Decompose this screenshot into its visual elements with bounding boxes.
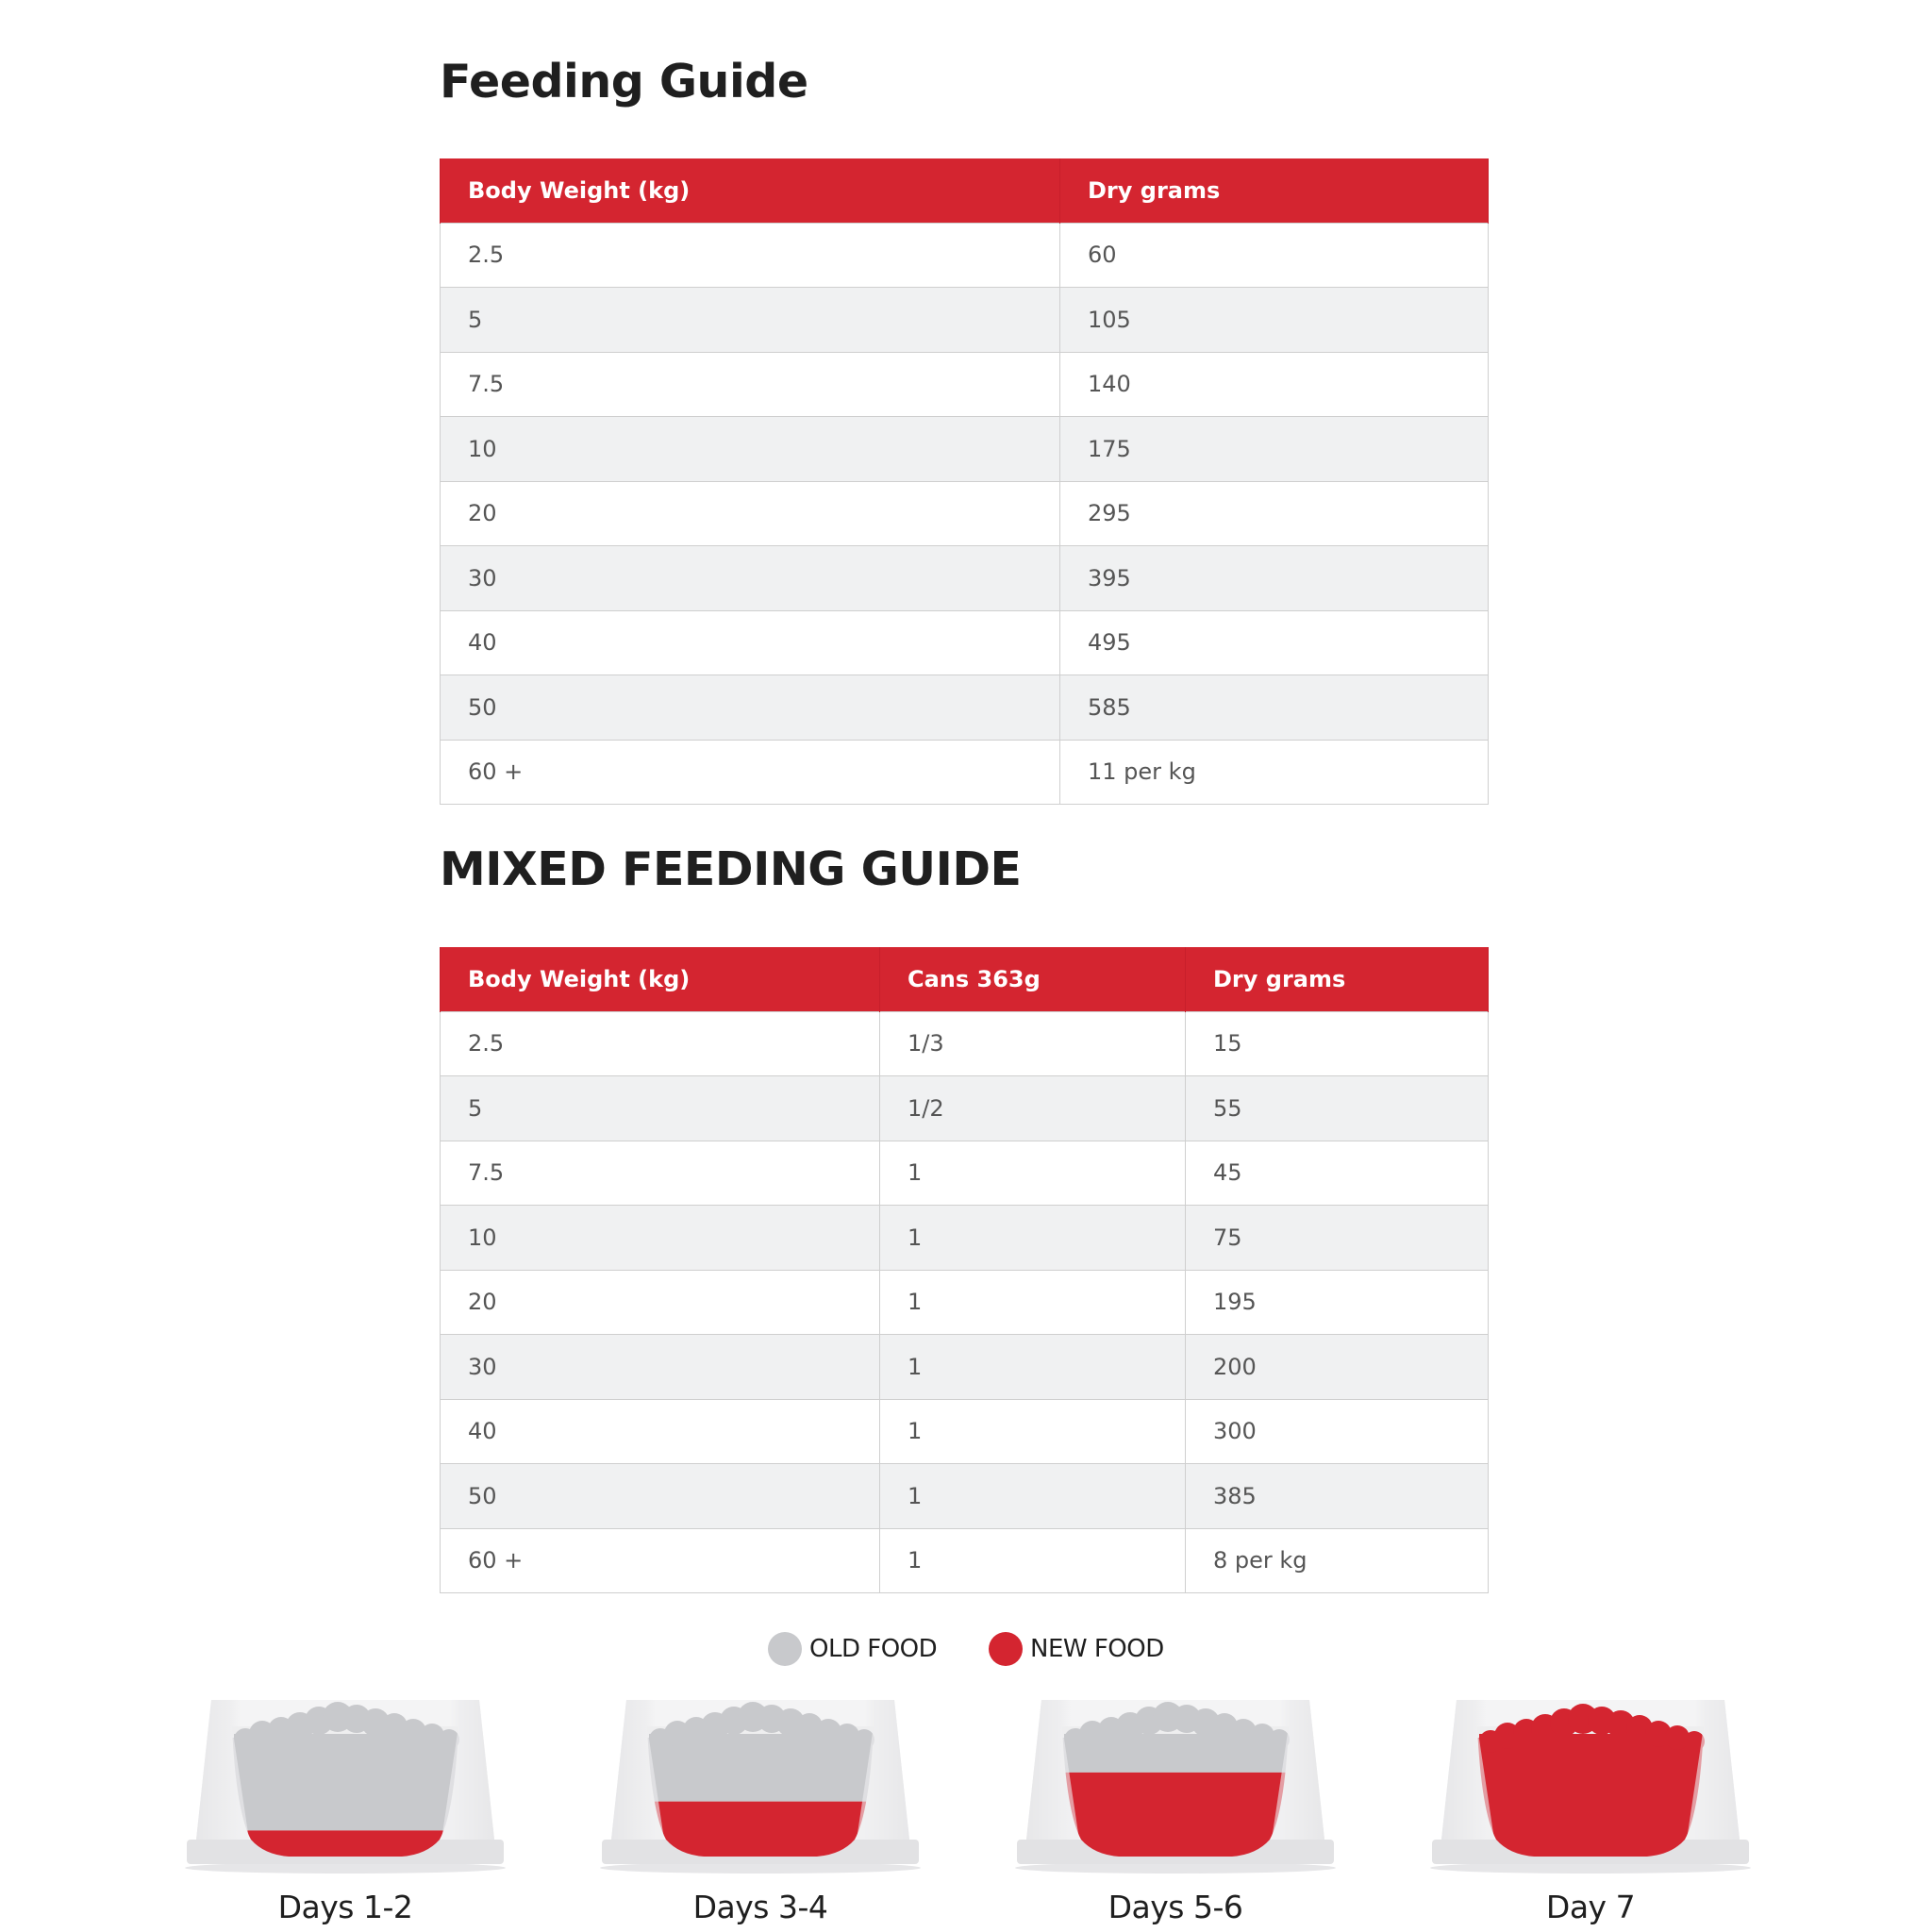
table-cell: 195 [1186,1270,1489,1335]
table-cell: 200 [1186,1335,1489,1400]
table-cell: 8 per kg [1186,1528,1489,1593]
table-row [441,1335,1489,1400]
bowl-1 [175,1689,515,1877]
table-cell: 1 [880,1335,1186,1400]
table-cell: 40 [441,1399,880,1464]
table-cell: 385 [1186,1464,1489,1529]
table-cell: 300 [1186,1399,1489,1464]
bowl-label: Days 1-2 [277,1889,413,1925]
bowl-3 [1006,1689,1345,1877]
table-cell: 105 [1060,288,1489,353]
bowl-label: Days 5-6 [1108,1889,1243,1925]
table-cell: 10 [441,417,1060,482]
bowl-label: Day 7 [1545,1889,1636,1925]
table-cell: 30 [441,546,1060,611]
old-food-swatch-icon [768,1632,802,1666]
table-cell: 5 [441,288,1060,353]
bowl-illustration-icon [591,1689,930,1877]
table-row [441,288,1489,353]
table-cell: 20 [441,1270,880,1335]
table-cell: 20 [441,481,1060,546]
column-header-cans: Cans 363g [880,947,1186,1011]
table-row [441,546,1489,611]
table-cell: 2.5 [441,223,1060,288]
table-cell: 585 [1060,675,1489,741]
mixed-feeding-guide-table [440,947,1489,1593]
legend-old-food-label: OLD FOOD [809,1635,938,1663]
table-cell: 60 [1060,223,1489,288]
table-cell: 55 [1186,1076,1489,1141]
table-row [441,1270,1489,1335]
table-row [441,1528,1489,1593]
table-row [441,1141,1489,1206]
feeding-guide-table [440,158,1489,805]
table-cell: 175 [1060,417,1489,482]
table-cell: 15 [1186,1011,1489,1076]
table-cell: 50 [441,1464,880,1529]
table-row [441,1011,1489,1076]
bowl-illustration-icon [1421,1689,1760,1877]
bowl-illustration-icon [175,1689,515,1877]
table-cell: 60 + [441,740,1060,805]
table-cell: 50 [441,675,1060,741]
table-cell: 5 [441,1076,880,1141]
table-cell: 1 [880,1206,1186,1271]
table-cell: 140 [1060,352,1489,417]
table-cell: 295 [1060,481,1489,546]
table-cell: 7.5 [441,1141,880,1206]
mixed-feeding-guide-title: MIXED FEEDING GUIDE [440,842,1022,896]
table-cell: 1 [880,1399,1186,1464]
table-cell: 1/3 [880,1011,1186,1076]
table-cell: 45 [1186,1141,1489,1206]
table-cell: 60 + [441,1528,880,1593]
table-cell: 1/2 [880,1076,1186,1141]
table-row [441,1206,1489,1271]
table-cell: 10 [441,1206,880,1271]
legend-new-food-label: NEW FOOD [1030,1635,1164,1663]
table-cell: 495 [1060,610,1489,675]
food-legend [0,1632,1932,1670]
column-header-dry-grams: Dry grams [1186,947,1489,1011]
column-header-body-weight: Body Weight (kg) [441,947,880,1011]
table-row [441,675,1489,741]
table-cell: 75 [1186,1206,1489,1271]
bowl-4 [1421,1689,1760,1877]
table-header-row [441,947,1489,1011]
old-food-layer [213,1738,477,1830]
bowl-2 [591,1689,930,1877]
bowl-illustration-icon [1006,1689,1345,1877]
table-cell: 395 [1060,546,1489,611]
table-row [441,223,1489,288]
table-cell: 30 [441,1335,880,1400]
table-row [441,740,1489,805]
table-cell: 1 [880,1464,1186,1529]
feeding-guide-title: Feeding Guide [440,55,808,108]
table-cell: 11 per kg [1060,740,1489,805]
table-header-row [441,158,1489,223]
table-cell: 2.5 [441,1011,880,1076]
table-cell: 1 [880,1141,1186,1206]
table-row [441,481,1489,546]
table-cell: 40 [441,610,1060,675]
table-row [441,417,1489,482]
table-cell: 1 [880,1270,1186,1335]
table-cell: 7.5 [441,352,1060,417]
new-food-swatch-icon [989,1632,1023,1666]
column-header-body-weight: Body Weight (kg) [441,158,1060,223]
table-row [441,1399,1489,1464]
table-cell: 1 [880,1528,1186,1593]
table-row [441,352,1489,417]
table-row [441,610,1489,675]
bowl-label: Days 3-4 [692,1889,828,1925]
legend-new-food [989,1632,1164,1666]
legend-old-food [768,1632,937,1666]
column-header-dry-grams: Dry grams [1060,158,1489,223]
table-row [441,1464,1489,1529]
table-row [441,1076,1489,1141]
